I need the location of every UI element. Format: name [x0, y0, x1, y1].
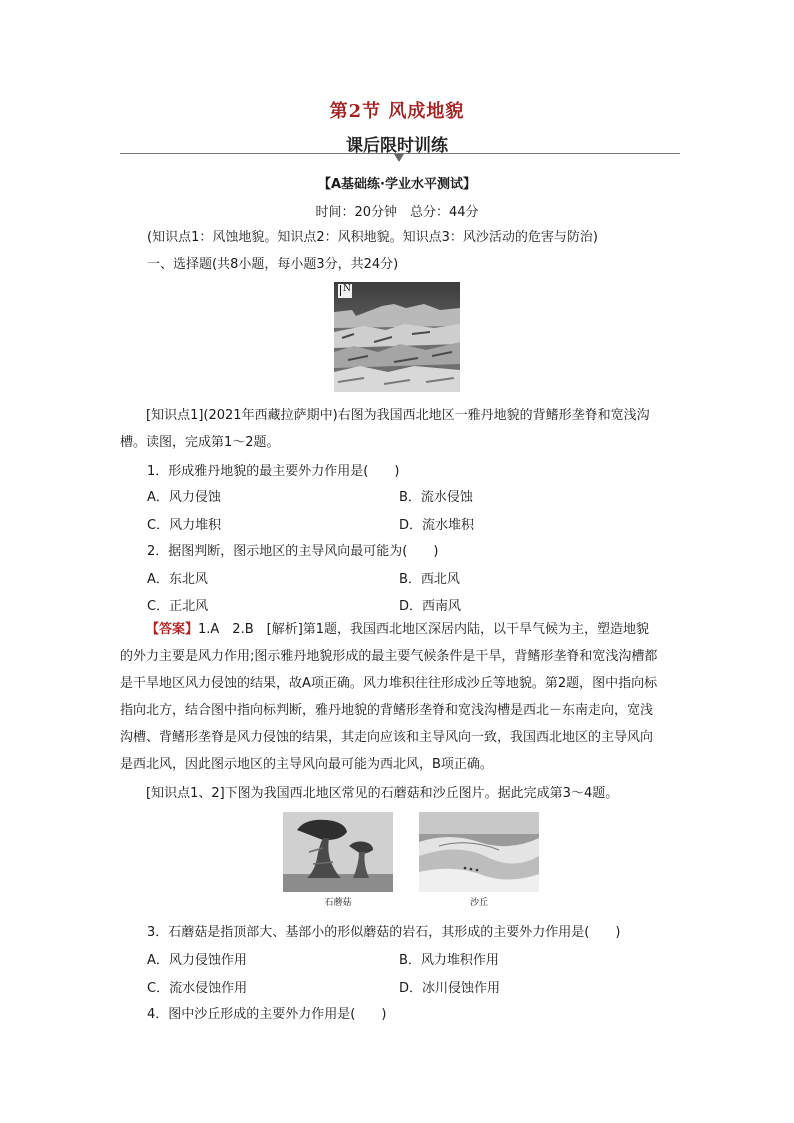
- q4-stem: 4．图中沙丘形成的主要外力作用是( ): [147, 1007, 387, 1022]
- q3-option-d: D．冰川侵蚀作用: [399, 981, 501, 996]
- caption-sand-dune: 沙丘: [469, 898, 488, 908]
- section-label: 【A基础练·学业水平测试】: [318, 177, 476, 192]
- q2-option-a: A．东北风: [147, 572, 208, 587]
- page-title: 第2节 风成地貌: [329, 101, 465, 122]
- q1-option-c: C．风力堆积: [147, 518, 222, 533]
- north-label: N: [343, 284, 351, 294]
- q2-option-b: B．西北风: [399, 572, 460, 587]
- q2-stem: 2．据图判断，图示地区的主导风向最可能为( ): [147, 544, 439, 559]
- yardang-photo: [334, 282, 460, 392]
- question-intro-2: [知识点1、2]下图为我国西北地区常见的石蘑菇和沙丘图片。据此完成第3～4题。: [146, 786, 619, 801]
- q3-option-a: A．风力侵蚀作用: [147, 953, 247, 968]
- question-intro-1: [知识点1](2021年西藏拉萨期中)右图为我国西北地区一雅丹地貌的背鳍形垄脊和宽浅沟槽。读图，完成第1～2题。: [120, 408, 650, 450]
- page-subtitle: 课后限时训练: [346, 136, 448, 156]
- q1-option-d: D．流水堆积: [399, 518, 475, 533]
- q3-stem: 3．石蘑菇是指顶部大、基部小的形似蘑菇的岩石，其形成的主要外力作用是( ): [147, 925, 621, 940]
- q3-option-c: C．流水侵蚀作用: [147, 981, 248, 996]
- sand-dune-photo: [419, 812, 539, 892]
- answer-text: 1.A 2.B [解析]第1题，我国西北地区深居内陆，以干旱气候为主，塑造地貌的外力主要是风力作用;图示雅丹地貌形成的最主要气候条件是干旱，背鳍形垄脊和宽浅沟槽都是干旱地区风力侵蚀的结果，故A项正确。风力堆积往往形成沙丘等地貌。第2题，图中指向标指向北方，结合图中指向标判断，雅丹地貌的背鳍形垄脊和宽浅沟槽是西北－东南走向，宽浅沟槽、背鳍形垄脊是风力侵蚀的结果，其走向应该和主导风向一致，我国西北地区的主导风向是西北风，因此图示地区的主导风向最可能为西北风，B项正确。: [120, 622, 658, 772]
- mushroom-rock-photo: [283, 812, 393, 892]
- divider-arrow-icon: [394, 154, 404, 162]
- knowledge-points: (知识点1：风蚀地貌。知识点2：风积地貌。知识点3：风沙活动的危害与防治): [147, 230, 598, 245]
- caption-mushroom-rock: 石蘑菇: [324, 898, 352, 908]
- q3-option-b: B．风力堆积作用: [399, 953, 499, 968]
- q1-stem: 1．形成雅丹地貌的最主要外力作用是( ): [147, 464, 400, 479]
- part-heading: 一、选择题(共8小题，每小题3分，共24分): [147, 257, 399, 272]
- q2-option-c: C．正北风: [147, 599, 209, 614]
- time-score-info: 时间：20分钟 总分：44分: [315, 205, 479, 220]
- q1-option-b: B．流水侵蚀: [399, 490, 473, 505]
- q1-option-a: A．风力侵蚀: [147, 490, 221, 505]
- q2-option-d: D．西南风: [399, 599, 462, 614]
- north-arrow-icon: [338, 284, 352, 298]
- answer-tag: 【答案】: [146, 622, 199, 637]
- answer-block: [120, 616, 660, 778]
